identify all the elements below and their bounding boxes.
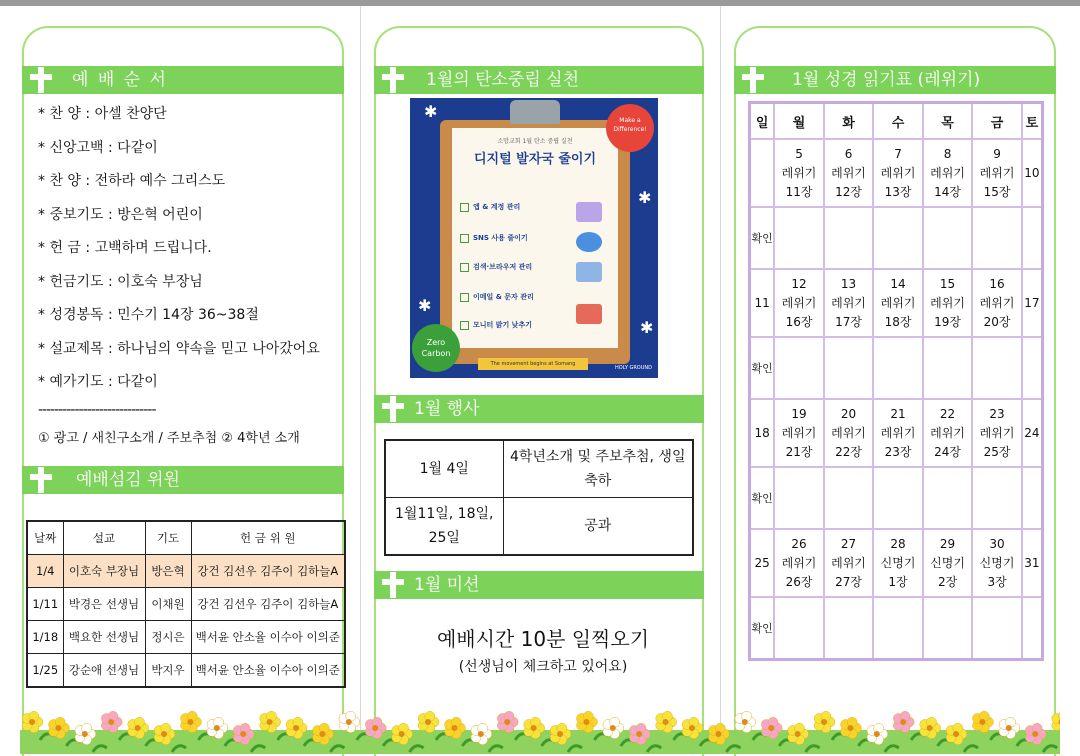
cross-icon [742,67,764,93]
check-cell [774,337,824,399]
book-name: 레위기 [880,425,916,440]
calendar-day [774,139,824,207]
table-cell: 정시은 [145,621,191,654]
day-number: 13 [840,276,857,291]
day-number: 15 [939,276,956,291]
book-name: 레위기 [979,165,1015,180]
day-number: 23 [989,406,1005,421]
table-header-row [27,521,345,555]
chapter: 21장 [785,444,813,459]
book-name: 레위기 [781,425,817,440]
calendar-day [774,399,824,467]
calendar-day [972,139,1022,207]
mission-title: 예배시간 10분 일찍오기 [436,627,650,651]
check-row [750,467,1043,529]
poster-footer: The movement begins at Somang [478,358,588,370]
book-name: 레위기 [979,425,1015,440]
mission-subtitle: (선생님이 체크하고 있어요) [458,659,628,675]
chapter: 15장 [983,184,1011,199]
check-cell [923,337,973,399]
weekday-label: 수 [873,103,923,140]
weekday-label: 일 [750,103,775,140]
sparkle-icon: ✱ [640,318,654,337]
table-header: 헌 금 위 원 [191,521,345,555]
difference-badge: Make a Difference! [606,104,654,152]
day-number: 6 [844,146,853,161]
check-row [750,597,1043,660]
table-cell: 이채원 [145,588,191,621]
clip-icon [510,100,560,124]
check-cell [923,207,973,269]
book-name: 레위기 [880,295,916,310]
day-number: 14 [890,276,906,291]
check-cell [1022,337,1043,399]
chapter: 13장 [884,184,912,199]
table-cell: 1/18 [27,621,63,654]
checkbox-icon [460,203,469,212]
carbon-poster-image [410,98,658,378]
calendar-week-row [750,269,1043,337]
calendar-day [972,529,1022,597]
poster-item: 검색·브라우저 관리 [460,262,532,272]
browser-icon [576,262,602,282]
poster-item: SNS 사용 줄이기 [460,233,528,243]
table-cell: 강순애 선생님 [63,654,145,688]
day-number: 9 [993,146,1001,161]
events-header: 1월 행사 [374,395,704,423]
check-row [750,337,1043,399]
flower-border-decoration [20,700,1060,754]
worship-order-header: 예 배 순 서 [22,66,344,94]
check-label: 확인 [750,467,775,529]
chapter: 11장 [785,184,813,199]
calendar-day [873,139,923,207]
checkbox-icon [460,263,469,272]
check-label: 확인 [750,597,775,660]
chapter: 23장 [884,444,912,459]
event-desc: 4학년소개 및 주보추첨, 생일축하 [503,440,693,498]
zero-carbon-badge: Zero Carbon [412,324,460,372]
day-number: 22 [939,406,956,421]
mission-header: 1월 미션 [374,571,704,599]
event-desc: 공과 [503,498,693,556]
weekday-label: 목 [923,103,973,140]
table-header: 날짜 [27,521,63,555]
table-cell: 이호숙 부장님 [63,555,145,588]
check-cell [1022,207,1043,269]
check-cell [1022,467,1043,529]
table-cell: 강건 김선우 김주이 김하늘A [191,588,345,621]
sparkle-icon: ✱ [424,102,438,121]
order-item: * 찬 양 : 전하라 예수 그리스도 [38,173,226,189]
chapter: 24장 [934,444,961,459]
table-header: 설교 [63,521,145,555]
day-number: 12 [791,276,807,291]
table-cell: 1/25 [27,654,63,688]
chapter: 3장 [987,574,1007,589]
check-cell [774,597,824,660]
cross-icon [382,67,404,93]
check-cell [1022,597,1043,660]
check-cell [774,467,824,529]
weekday-row [750,103,1043,140]
weekday-label: 화 [824,103,874,140]
chapter: 18장 [884,314,912,329]
check-cell [873,207,923,269]
poster-item: 앱 & 계정 관리 [460,202,520,212]
book-name: 레위기 [930,425,965,440]
calendar-day [923,529,973,597]
checkbox-icon [460,321,469,330]
book-name: 레위기 [880,165,916,180]
calendar-day: 11 [750,269,775,337]
chapter: 12장 [835,184,862,199]
check-cell [923,597,973,660]
check-cell [824,207,874,269]
calendar-day [972,269,1022,337]
table-row [385,440,693,498]
table-cell: 1/4 [27,555,63,588]
book-name: 레위기 [831,425,866,440]
poster-title: 디지털 발자국 줄이기 [473,152,597,167]
book-name: 레위기 [930,165,965,180]
book-name: 레위기 [781,295,817,310]
calendar-day [923,399,973,467]
day-number: 7 [894,146,902,161]
day-number: 5 [795,146,803,161]
day-number: 8 [943,146,952,161]
email-icon [576,304,602,324]
calendar-day: 31 [1022,529,1043,597]
chapter: 25장 [983,444,1011,459]
table-row [27,654,345,688]
chapter: 2장 [937,574,958,589]
calendar-day [824,139,874,207]
calendar-week-row [750,139,1043,207]
poster-item: 모니터 밝기 낮추기 [460,320,532,330]
calendar-day [824,269,874,337]
sparkle-icon: ✱ [418,296,432,315]
book-name: 레위기 [831,165,866,180]
day-number: 16 [989,276,1005,291]
check-cell [824,597,874,660]
calendar-day [873,269,923,337]
table-cell: 백서윤 안소율 이수아 이의준 [191,621,345,654]
checkbox-icon [460,293,469,302]
calendar-day [774,269,824,337]
table-cell: 백요한 선생님 [63,621,145,654]
table-cell: 강건 김선우 김주이 김하늘A [191,555,345,588]
day-number: 29 [939,536,956,551]
day-number: 27 [840,536,857,551]
check-row [750,207,1043,269]
book-name: 신명기 [880,555,916,570]
book-name: 레위기 [831,555,866,570]
calendar-day: 24 [1022,399,1043,467]
chapter: 14장 [934,184,961,199]
chapter: 16장 [785,314,813,329]
sns-icon [576,232,602,252]
weekday-label: 금 [972,103,1022,140]
calendar-day: 25 [750,529,775,597]
day-number: 28 [890,536,906,551]
cross-icon [382,572,404,598]
weekday-label: 토 [1022,103,1043,140]
poster-item: 이메일 & 문자 관리 [460,292,534,302]
check-cell [774,207,824,269]
book-name: 레위기 [979,295,1015,310]
table-cell: 방은혁 [145,555,191,588]
calendar-week-row [750,529,1043,597]
check-cell [824,337,874,399]
chapter: 22장 [835,444,862,459]
check-cell [824,467,874,529]
calendar-day: 10 [1022,139,1043,207]
table-row [27,588,345,621]
order-item: * 중보기도 : 방은혁 어린이 [38,206,203,223]
calendar-day [774,529,824,597]
carbon-neutral-header: 1월의 탄소중립 실천 [374,66,704,94]
calendar-week-row [750,399,1043,467]
church-logo: HOLY GROUND [615,365,652,371]
day-number: 26 [791,536,807,551]
order-item: * 성경봉독 : 민수기 14장 36~38절 [38,307,259,323]
book-name: 신명기 [930,555,965,570]
cross-icon [30,67,52,93]
order-item: * 헌 금 : 고백하며 드립니다. [38,240,212,256]
bible-reading-header: 1월 성경 읽기표 (레위기) [734,66,1056,94]
chapter: 17장 [835,314,862,329]
order-item: * 신앙고백 : 다같이 [38,139,158,156]
separator-line: ----------------------------- [38,401,156,418]
chapter: 19장 [934,314,961,329]
poster-subtitle: 소망교회 1월 탄소 중립 실천 [497,138,573,145]
calendar-day [923,269,973,337]
order-item: * 예가기도 : 다같이 [38,374,158,390]
fold-line [720,6,721,754]
chapter: 26장 [785,574,813,589]
day-number: 21 [890,406,906,421]
announcements: ① 광고 / 새친구소개 / 주보추첨 ② 4학년 소개 [38,430,300,446]
book-name: 레위기 [781,555,817,570]
chapter: 27장 [835,574,862,589]
sparkle-icon: ✱ [638,188,652,207]
calendar-day [824,399,874,467]
day-number: 20 [840,406,857,421]
table-row [385,498,693,556]
calendar-day [873,399,923,467]
check-cell [972,467,1022,529]
table-header: 기도 [145,521,191,555]
table-row [27,555,345,588]
fold-line [360,6,361,754]
check-label: 확인 [750,207,775,269]
calendar-day [972,399,1022,467]
check-cell [873,597,923,660]
check-cell [873,337,923,399]
worship-order-list [38,100,338,454]
check-cell [873,467,923,529]
calendar-day [824,529,874,597]
table-row [27,621,345,654]
cross-icon [382,396,404,422]
calendar-day: 17 [1022,269,1043,337]
chapter: 20장 [983,314,1011,329]
check-cell [972,207,1022,269]
cross-icon [30,467,52,493]
order-item: * 설교제목 : 하나님의 약속을 믿고 나아갔어요 [38,340,320,357]
day-number: 30 [989,536,1005,551]
app-icon [576,202,602,222]
book-name: 레위기 [930,295,965,310]
book-name: 레위기 [781,165,817,180]
order-item: * 찬 양 : 아셀 찬양단 [38,106,167,122]
calendar-day [750,139,775,207]
table-cell: 박경은 선생님 [63,588,145,621]
table-cell: 박지우 [145,654,191,688]
book-name: 레위기 [831,295,866,310]
bible-reading-calendar [748,101,1044,661]
events-table [384,439,694,556]
book-name: 신명기 [979,555,1015,570]
checkbox-icon [460,234,469,243]
check-cell [923,467,973,529]
weekday-label: 월 [774,103,824,140]
check-cell [972,337,1022,399]
day-number: 19 [791,406,807,421]
calendar-day [873,529,923,597]
order-item: * 헌금기도 : 이호숙 부장님 [38,273,203,290]
serve-committee-header: 예배섬김 위원 [22,466,344,494]
check-cell [972,597,1022,660]
calendar-day: 18 [750,399,775,467]
table-cell: 1/11 [27,588,63,621]
serve-table [26,520,346,688]
event-date: 1월 4일 [385,440,503,498]
check-label: 확인 [750,337,775,399]
table-cell: 백서윤 안소율 이수아 이의준 [191,654,345,688]
top-border [0,0,1080,6]
chapter: 1장 [888,574,908,589]
event-date: 1월11일, 18일, 25일 [385,498,503,556]
calendar-day [923,139,973,207]
